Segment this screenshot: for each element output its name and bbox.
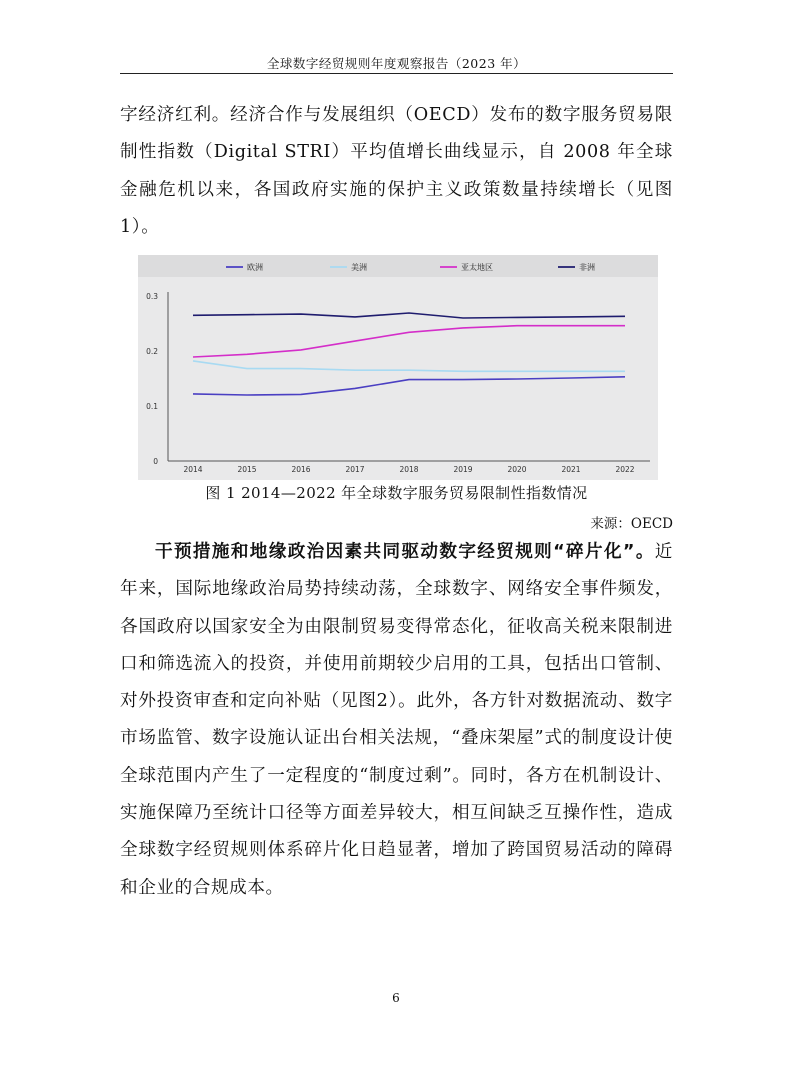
paragraph-2: [120, 534, 673, 907]
paragraph-2-lead: 干预措施和地缘政治因素共同驱动数字经贸规则“碎片化”。: [155, 542, 655, 562]
x-tick-label: 2015: [237, 465, 257, 474]
y-tick-label: 0: [153, 457, 158, 466]
x-tick-label: 2021: [561, 465, 581, 474]
x-tick-label: 2022: [615, 465, 635, 474]
x-tick-label: 2018: [399, 465, 419, 474]
figure-source: 来源：OECD: [590, 516, 673, 532]
legend-label-1: 欧洲: [247, 263, 263, 272]
y-tick-label: 0.2: [146, 347, 158, 356]
figure-caption: 图 1 2014—2022 年全球数字服务贸易限制性指数情况: [205, 484, 588, 502]
x-tick-label: 2020: [507, 465, 527, 474]
x-tick-label: 2014: [183, 465, 203, 474]
x-tick-label: 2017: [345, 465, 365, 474]
paragraph-1: 字经济红利。经济合作与发展组织（OECD）发布的数字服务贸易限制性指数（Digital STRI）平均值增长曲线显示，自 2008 年全球金融危机以来，各国政府实施的保护主义政策数量持续增长（见图 1）。: [120, 105, 673, 237]
running-header: 全球数字经贸规则年度观察报告（2023 年）: [266, 56, 527, 71]
chart-background: [138, 255, 658, 480]
header-rule: [120, 73, 673, 74]
legend-label-4: 非洲: [579, 263, 595, 272]
line-chart: [138, 255, 658, 480]
paragraph-2-body: 近年来，国际地缘政治局势持续动荡，全球数字、网络安全事件频发，各国政府以国家安全为由限制贸易变得常态化，征收高关税来限制进口和筛选流入的投资，并使用前期较少启用的工具，包括出口管制、对外投资审查和定向补贴（见图2）。此外，各方针对数据流动、数字市场监管、数字设施认证出台相关法规，“叠床架屋”式的制度设计使全球范围内产生了一定程度的“制度过剩”。同时，各方在机制设计、实施保障乃至统计口径等方面差异较大，相互间缺乏互操作性，造成全球数字经贸规则体系碎片化日趋显著，增加了跨国贸易活动的障碍和企业的合规成本。: [120, 542, 673, 898]
y-tick-label: 0.1: [146, 402, 158, 411]
legend-label-3: 亚太地区: [461, 263, 493, 272]
x-tick-label: 2019: [453, 465, 473, 474]
x-tick-label: 2016: [291, 465, 311, 474]
figure-1-chart: [138, 255, 658, 480]
page-number: 6: [392, 991, 400, 1005]
y-tick-label: 0.3: [146, 292, 158, 301]
legend-label-2: 美洲: [351, 263, 367, 272]
